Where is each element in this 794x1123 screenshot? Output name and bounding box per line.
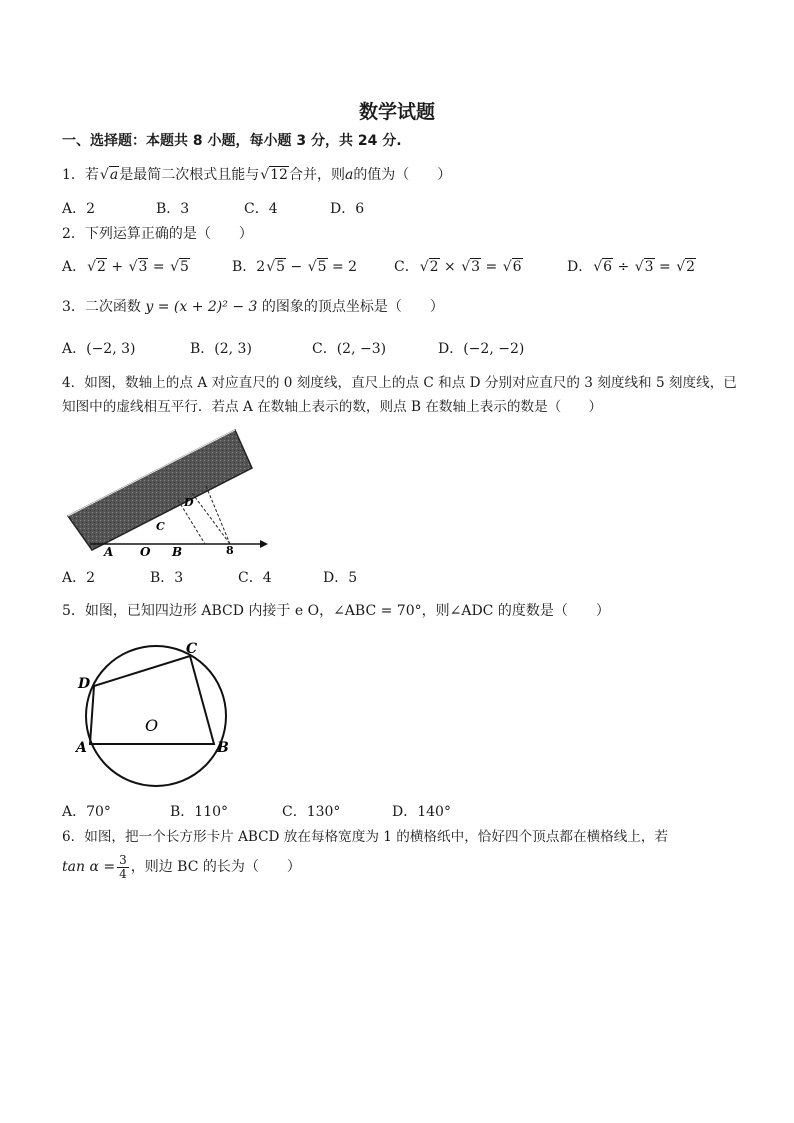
q3-number: 3．二次函数 xyxy=(62,299,141,315)
q4-option-c: C．4 xyxy=(238,570,272,586)
q1-radicand-a: a xyxy=(109,167,119,183)
q2-option-d: D．√6 ÷ √3 = √2 xyxy=(567,259,696,275)
q1-text-3: 的值为（ ） xyxy=(353,167,452,183)
fig-label-b: B xyxy=(172,545,183,559)
q2-option-c-label: C． xyxy=(394,259,419,275)
q6-text: ，则边 BC 的长为（ ） xyxy=(130,859,301,875)
fig5-label-o: O xyxy=(145,716,159,735)
sqrt-sign: √ xyxy=(260,167,270,183)
q2-option-d-label: D． xyxy=(567,259,593,275)
q6-numerator: 3 xyxy=(119,852,127,867)
q6-fraction xyxy=(117,854,129,881)
q1-option-a: A．2 xyxy=(62,201,96,217)
fig-label-o: O xyxy=(140,545,151,559)
q3-function: y = (x + 2)² − 3 xyxy=(145,299,258,315)
q2-option-b-label: B． xyxy=(232,259,257,275)
q2-option-b: B．2√5 − √5 = 2 xyxy=(232,259,358,275)
fig-label-8: 8 xyxy=(226,544,234,557)
q5-option-c: C．130° xyxy=(282,804,341,820)
q3-option-d: D．(−2, −2) xyxy=(438,341,525,357)
q1-option-c: C．4 xyxy=(244,201,278,217)
q4-option-a: A．2 xyxy=(62,570,96,586)
q5-option-d: D．140° xyxy=(392,804,451,820)
q1-option-d: D．6 xyxy=(330,201,365,217)
q4-option-d: D．5 xyxy=(323,570,358,586)
fig5-label-d: D xyxy=(78,676,91,692)
fig-label-c: C xyxy=(156,520,165,533)
circle-quadrilateral-figure xyxy=(72,640,242,790)
q1-variable: a xyxy=(344,167,354,183)
fig-label-a: A xyxy=(104,545,114,559)
q6-denominator: 4 xyxy=(119,866,127,881)
page-title: 数学试题 xyxy=(358,101,435,123)
dashed-line-2 xyxy=(192,493,230,544)
fig5-label-a: A xyxy=(76,740,87,756)
question-4-line-2: 知图中的虚线相互平行．若点 A 在数轴上表示的数，则点 B 在数轴上表示的数是（ ） xyxy=(62,399,603,415)
q1-number: 1．若 xyxy=(62,167,99,183)
q1-text-2: 合并，则 xyxy=(288,167,345,183)
fig-label-d: D xyxy=(184,496,194,509)
question-2: 2．下列运算正确的是（ ） xyxy=(62,226,253,242)
q4-option-b: B．3 xyxy=(150,570,184,586)
q2-option-a: A．√2 + √3 = √5 xyxy=(62,259,189,275)
q2-option-c: C．√2 × √3 = √6 xyxy=(394,259,522,275)
q6-tan-label: tan α = xyxy=(62,859,116,875)
q5-option-a: A．70° xyxy=(62,804,111,820)
q5-option-b: B．110° xyxy=(170,804,229,820)
q1-text-1: 是最简二次根式且能与 xyxy=(119,167,260,183)
fig5-label-b: B xyxy=(217,740,229,756)
question-6-line-1: 6．如图，把一个长方形卡片 ABCD 放在每格宽度为 1 的横格纸中，恰好四个顶点都在横格线上，若 xyxy=(62,829,669,845)
q1-radicand-12: 12 xyxy=(270,167,288,183)
question-3 xyxy=(62,297,444,317)
question-5: 5．如图，已知四边形 ABCD 内接于 e O，∠ABC = 70°，则∠ADC 的度数是（ ） xyxy=(62,603,610,619)
q3-option-c: C．(2, −3) xyxy=(312,341,387,357)
q3-option-b: B．(2, 3) xyxy=(190,341,252,357)
q3-text: 的图象的顶点坐标是（ ） xyxy=(261,299,444,315)
q2-option-a-label: A． xyxy=(62,259,87,275)
question-4-line-1: 4．如图，数轴上的点 A 对应直尺的 0 刻度线，直尺上的点 C 和点 D 分别对应直尺的 3 刻度线和 5 刻度线，已 xyxy=(62,375,737,391)
section-heading: 一、选择题：本题共 8 小题，每小题 3 分，共 24 分. xyxy=(62,133,402,149)
q3-option-a: A．(−2, 3) xyxy=(62,341,136,357)
ruler-number-line-figure xyxy=(60,420,270,560)
fig5-label-c: C xyxy=(186,641,198,657)
question-1 xyxy=(62,165,451,185)
sqrt-sign: √ xyxy=(99,167,109,183)
question-6-line-2 xyxy=(62,852,301,882)
q1-option-b: B．3 xyxy=(156,201,190,217)
